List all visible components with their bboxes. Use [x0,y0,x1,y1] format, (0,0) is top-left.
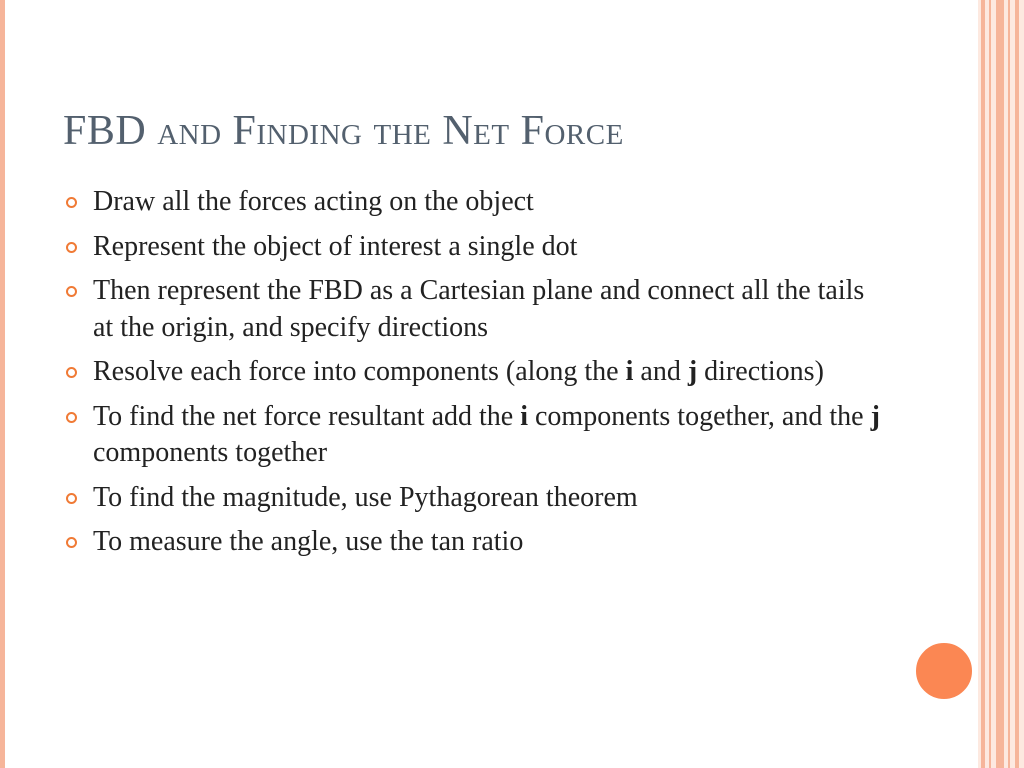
bullet-text: To measure the angle, use the tan ratio [93,526,524,557]
bullet-ring-icon [66,537,77,548]
right-stripe [1015,0,1019,768]
accent-circle-decoration [913,640,975,702]
slide-title: FBD and Finding the Net Force [63,108,624,154]
bullet-item [64,480,884,517]
right-stripe [981,0,985,768]
bullet-item [64,524,884,561]
bullet-ring-icon [66,242,77,253]
bullet-text: To find the net force resultant add the i components together, and the j components together [93,400,880,468]
bullet-item [64,273,884,346]
right-stripe [989,0,991,768]
right-stripe [996,0,1004,768]
bullet-ring-icon [66,493,77,504]
bullet-list [64,184,884,569]
bullet-text: Represent the object of interest a single dot [93,230,578,262]
right-stripe [1008,0,1010,768]
bullet-text: To find the magnitude, use Pythagorean theorem [93,481,638,513]
bullet-ring-icon [66,286,77,297]
bullet-item [64,229,884,266]
bullet-ring-icon [66,412,77,423]
bullet-item [64,354,884,391]
bullet-item [64,184,884,221]
bullet-item [64,399,884,472]
bullet-text: Draw all the forces acting on the object [93,186,534,217]
bullet-text: Then represent the FBD as a Cartesian plane and connect all the tails at the origin, and specify directions [93,275,865,343]
bullet-ring-icon [66,367,77,378]
left-border-decoration [0,0,5,768]
bullet-ring-icon [66,197,77,208]
bullet-text: Resolve each force into components (along the i and j directions) [93,356,824,387]
